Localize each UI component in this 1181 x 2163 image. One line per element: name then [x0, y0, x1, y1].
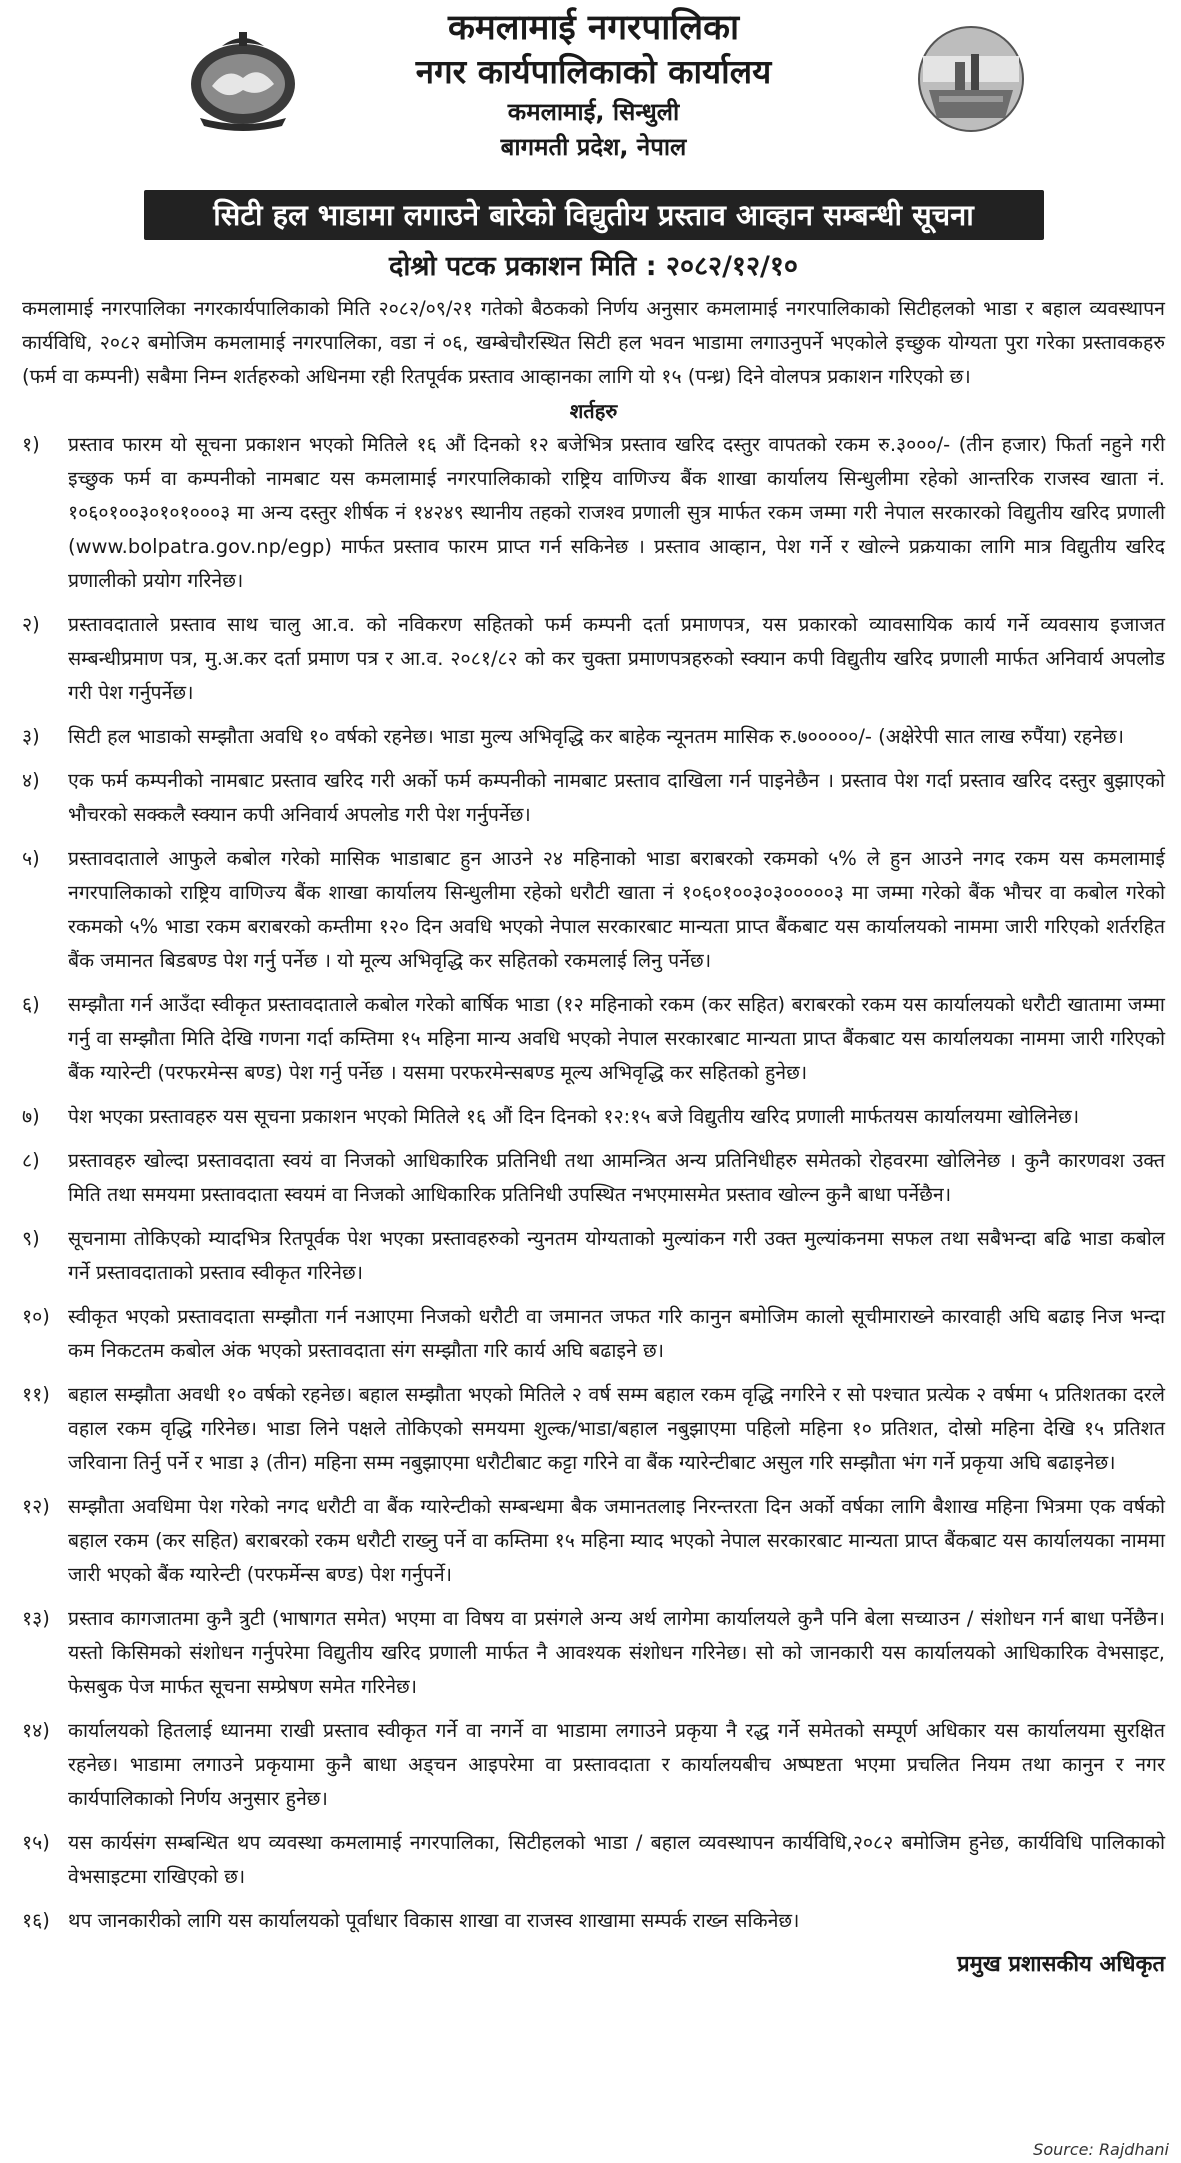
province: बागमती प्रदेश, नेपाल [500, 133, 687, 161]
conditions-heading: शर्तहरु [569, 399, 618, 423]
item-number: १३) [22, 1607, 50, 1630]
item-number: ३) [22, 725, 40, 748]
list-item [22, 720, 1165, 754]
item-text: सम्झौता गर्न आउँदा स्वीकृत प्रस्तावदाताले कबोल गरेको बार्षिक भाडा (१२ महिनाको रकम (कर सहित) बराबरको रकम यस कार्यालयको धरौटी खातामा जम्मा गर्नु वा सम्झौता मिति देखि गणना गर्दा कम्तिमा १५ महिना मान्य अवधि भएको नेपाल सरकारबाट मान्यता प्राप्त बैंकबाट यस कार्यालयका नाममा जारी गरिएको बैंक ग्यारेन्टी (परफरमेन्स बण्ड) पेश गर्नु पर्नेछ । यसमा परफरमेन्सबण्ड मूल्य अभिवृद्धि कर सहितको हुनेछ। [68, 993, 1165, 1084]
item-number: १६) [22, 1909, 50, 1932]
publish-date: दोश्रो पटक प्रकाशन मिति : २०८२/१२/१० [389, 251, 798, 282]
list-item [22, 842, 1165, 978]
notice-header [22, 0, 1165, 190]
list-item [22, 1100, 1165, 1134]
item-text: सूचनामा तोकिएको म्यादभित्र रितपूर्वक पेश भएका प्रस्तावहरुको न्युनतम योग्यताको मुल्यांकन गरी उक्त मुल्यांकनमा सफल तथा सबैभन्दा बढि भाडा कबोल गर्ने प्रस्तावदाताको प्रस्ताव स्वीकृत गरिनेछ। [68, 1227, 1165, 1284]
item-number: १) [22, 433, 40, 456]
item-text: कार्यालयको हितलाई ध्यानमा राखी प्रस्ताव स्वीकृत गर्ने वा नगर्ने वा भाडामा लगाउने प्रकृया नै रद्ध गर्ने समेतको सम्पूर्ण अधिकार यस कार्यालयमा सुरक्षित रहनेछ। भाडामा लगाउने प्रकृयामा कुनै बाधा अड्चन आइपरेमा वा प्रस्तावदाता र कार्यालयबीच अष्पष्टता भएमा प्रचलित नियम तथा कानुन र नगर कार्यपालिकाको निर्णय अनुसार हुनेछ। [68, 1719, 1165, 1810]
item-number: ५) [22, 847, 40, 870]
building-photo-icon [915, 26, 1027, 132]
org-name: कमलामाई नगरपालिका [447, 8, 740, 48]
item-text: प्रस्ताव फारम यो सूचना प्रकाशन भएको मितिले १६ औं दिनको १२ बजेभित्र प्रस्ताव खरिद दस्तुर वापतको रकम रु.३०००/- (तीन हजार) फिर्ता नहुने गरी इच्छुक फर्म वा कम्पनीको नामबाट यस कमलामाई नगरपालिकाको राष्ट्रिय वाणिज्य बैंक शाखा कार्यालय सिन्धुलीमा रहेको आन्तरिक राजस्व खाता नं. १०६०१००३०१०१०००३ मा अन्य दस्तुर शीर्षक नं १४२४९ स्थानीय तहको राजश्व प्रणाली सुत्र मार्फत रकम जम्मा गरी नेपाल सरकारको विद्युतीय खरिद प्रणाली (www.bolpatra.gov.np/egp) मार्फत प्रस्ताव फारम प्राप्त गर्न सकिनेछ । प्रस्ताव आव्हान, पेश गर्ने र खोल्ने प्रक्रयाका लागि मात्र विद्युतीय खरिद प्रणालीको प्रयोग गरिनेछ। [68, 433, 1165, 592]
item-text: सम्झौता अवधिमा पेश गरेको नगद धरौटी वा बैंक ग्यारेन्टीको सम्बन्धमा बैक जमानतलाइ निरन्तरता दिन अर्को वर्षका लागि बैशाख महिना भित्रमा एक वर्षको बहाल रकम (कर सहित) बराबरको रकम धरौटी राख्नु पर्ने वा कम्तिमा १५ महिना म्याद भएको नेपाल सरकारबाट मान्यता प्राप्त बैंकबाट यस कार्यालयका नाममा जारी भएको बैंक ग्यारेन्टी (परफर्मेन्स बण्ड) पेश गर्नुपर्ने। [68, 1495, 1165, 1586]
item-text: प्रस्तावदाताले प्रस्ताव साथ चालु आ.व. को नविकरण सहितको फर्म कम्पनी दर्ता प्रमाणपत्र, यस प्रकारको व्यावसायिक कार्य गर्ने व्यवसाय इजाजत सम्बन्धीप्रमाण पत्र, मु.अ.कर दर्ता प्रमाण पत्र र आ.व. २०८१/८२ को कर चुक्ता प्रमाणपत्रहरुको स्क्यान कपी विद्युतीय खरिद प्रणाली मार्फत अनिवार्य अपलोड गरी पेश गर्नुपर्नेछ। [68, 613, 1165, 704]
list-item [22, 764, 1165, 832]
item-number: १०) [22, 1305, 50, 1328]
intro-paragraph: कमलामाई नगरपालिका नगरकार्यपालिकाको मिति २०८२/०९/२१ गतेको बैठकको निर्णय अनुसार कमलामाई नगरपालिकाको सिटीहलको भाडा र बहाल व्यवस्थापन कार्यविधि, २०८२ बमोजिम कमलामाई नगरपालिका, वडा नं ०६, खम्बेचौरस्थित सिटी हल भवन भाडामा लगाउनुपर्ने भएकोले इच्छुक योग्यता पुरा गरेका प्रस्तावकहरु (फर्म वा कम्पनी) सबैमा निम्न शर्तहरुको अधिनमा रही रितपूर्वक प्रस्ताव आव्हानका लागि यो १५ (पन्ध्र) दिने वोलपत्र प्रकाशन गरिएको छ। [22, 297, 1165, 388]
item-number: १२) [22, 1495, 50, 1518]
list-item [22, 608, 1165, 710]
list-item [22, 1300, 1165, 1368]
item-text: थप जानकारीको लागि यस कार्यालयको पूर्वाधार विकास शाखा वा राजस्व शाखामा सम्पर्क राख्न सकिनेछ। [68, 1909, 800, 1932]
list-item [22, 428, 1165, 598]
list-item [22, 988, 1165, 1090]
item-text: सिटी हल भाडाको सम्झौता अवधि १० वर्षको रहनेछ। भाडा मुल्य अभिवृद्धि कर बाहेक न्यूनतम मासिक रु.७०००००/- (अक्षेरेपी सात लाख रुपैंया) रहनेछ। [68, 725, 1124, 748]
list-item [22, 1490, 1165, 1592]
item-number: ६) [22, 993, 40, 1016]
item-text: प्रस्तावदाताले आफुले कबोल गरेको मासिक भाडाबाट हुन आउने २४ महिनाको भाडा बराबरको रकमको ५% ले हुन आउने नगद रकम यस कमलामाई नगरपालिकाको राष्ट्रिय वाणिज्य बैंक शाखा कार्यालय सिन्धुलीमा रहेको धरौटी खाता नं १०६०१००३०३०००००३ मा जम्मा गरेको बैंक भौचर वा कबोल गरेको रकमको ५% भाडा रकम बराबरको कम्तीमा १२० दिन अवधि भएको नेपाल सरकारबाट मान्यता प्राप्त बैंकबाट यस कार्यालयको नाममा जारी गरिएको शर्तरहित बैंक जमानत बिडबण्ड पेश गर्नु पर्नेछ । यो मूल्य अभिवृद्धि कर सहितको रकमलाई लिनु पर्नेछ। [68, 847, 1165, 972]
signatory: प्रमुख प्रशासकीय अधिकृत [957, 1952, 1165, 1977]
conditions-list [22, 428, 1165, 1938]
item-text: यस कार्यसंग सम्बन्धित थप व्यवस्था कमलामाई नगरपालिका, सिटीहलको भाडा / बहाल व्यवस्थापन कार्यविधि,२०८२ बमोजिम हुनेछ, कार्यविधि पालिकाको वेभसाइटमा राखिएको छ। [68, 1831, 1165, 1888]
source-credit: Source: Rajdhani [1033, 2140, 1169, 2159]
item-number: ८) [22, 1149, 40, 1172]
item-number: ११) [22, 1383, 50, 1406]
item-text: एक फर्म कम्पनीको नामबाट प्रस्ताव खरिद गरी अर्को फर्म कम्पनीको नामबाट प्रस्ताव दाखिला गर्न पाइनेछैन । प्रस्ताव पेश गर्दा प्रस्ताव खरिद दस्तुर बुझाएको भौचरको सक्कलै स्क्यान कपी अनिवार्य अपलोड गरी पेश गर्नुपर्नेछ। [68, 769, 1165, 826]
list-item [22, 1602, 1165, 1704]
list-item [22, 1826, 1165, 1894]
item-text: प्रस्ताव कागजातमा कुनै त्रुटी (भाषागत समेत) भएमा वा विषय वा प्रसंगले अन्य अर्थ लागेमा कार्यालयले कुनै पनि बेला सच्याउन / संशोधन गर्न बाधा पर्नेछैन। यस्तो किसिमको संशोधन गर्नुपरेमा विद्युतीय खरिद प्रणाली मार्फत नै आवश्यक संशोधन गरिनेछ। सो को जानकारी यस कार्यालयको आधिकारिक वेभसाइट, फेसबुक पेज मार्फत सूचना सम्प्रेषण समेत गरिनेछ। [68, 1607, 1165, 1698]
list-item [22, 1222, 1165, 1290]
location: कमलामाई, सिन्धुली [507, 98, 680, 126]
item-number: ७) [22, 1105, 40, 1128]
list-item [22, 1144, 1165, 1212]
item-number: ४) [22, 769, 40, 792]
item-number: १४) [22, 1719, 50, 1742]
item-text: स्वीकृत भएको प्रस्तावदाता सम्झौता गर्न नआएमा निजको धरौटी वा जमानत जफत गरि कानुन बमोजिम कालो सूचीमाराख्ने कारवाही अघि बढाइ निज भन्दा कम निकटतम कबोल अंक भएको प्रस्तावदाता संग सम्झौता गरि कार्य अघि बढाइने छ। [68, 1305, 1165, 1362]
item-text: प्रस्तावहरु खोल्दा प्रस्तावदाता स्वयं वा निजको आधिकारिक प्रतिनिधी तथा आमन्त्रित अन्य प्रतिनिधीहरु समेतको रोहवरमा खोलिनेछ । कुनै कारणवश उक्त मिति तथा समयमा प्रस्तावदाता स्वयमं वा निजको आधिकारिक प्रतिनिधी उपस्थित नभएमासमेत प्रस्ताव खोल्न कुनै बाधा पर्नेछैन। [68, 1149, 1165, 1206]
office-name: नगर कार्यपालिकाको कार्यालय [415, 52, 772, 91]
item-number: २) [22, 613, 40, 636]
list-item [22, 1378, 1165, 1480]
list-item [22, 1904, 1165, 1938]
item-number: १५) [22, 1831, 50, 1854]
notice-title: सिटी हल भाडामा लगाउने बारेको विद्युतीय प्रस्ताव आव्हान सम्बन्धी सूचना [144, 190, 1044, 240]
item-number: ९) [22, 1227, 40, 1250]
item-text: पेश भएका प्रस्तावहरु यस सूचना प्रकाशन भएको मितिले १६ औं दिन दिनको १२:१५ बजे विद्युतीय खरिद प्रणाली मार्फतयस कार्यालयमा खोलिनेछ। [68, 1105, 1080, 1128]
list-item [22, 1714, 1165, 1816]
item-text: बहाल सम्झौता अवधी १० वर्षको रहनेछ। बहाल सम्झौता भएको मितिले २ वर्ष सम्म बहाल रकम वृद्धि नगरिने र सो पश्चात प्रत्येक २ वर्षमा ५ प्रतिशतका दरले वहाल रकम वृद्धि गरिनेछ। भाडा लिने पक्षले तोकिएको समयमा शुल्क/भाडा/बहाल नबुझाएमा पहिलो महिना १० प्रतिशत, दोस्रो महिना देखि १५ प्रतिशत जरिवाना तिर्नु पर्ने र भाडा ३ (तीन) महिना सम्म नबुझाएमा धरौटीबाट कट्टा गरिने वा बैंक ग्यारेन्टीबाट असुल गरि सम्झौता भंग गर्ने प्रकृया अघि बढाइनेछ। [68, 1383, 1165, 1474]
